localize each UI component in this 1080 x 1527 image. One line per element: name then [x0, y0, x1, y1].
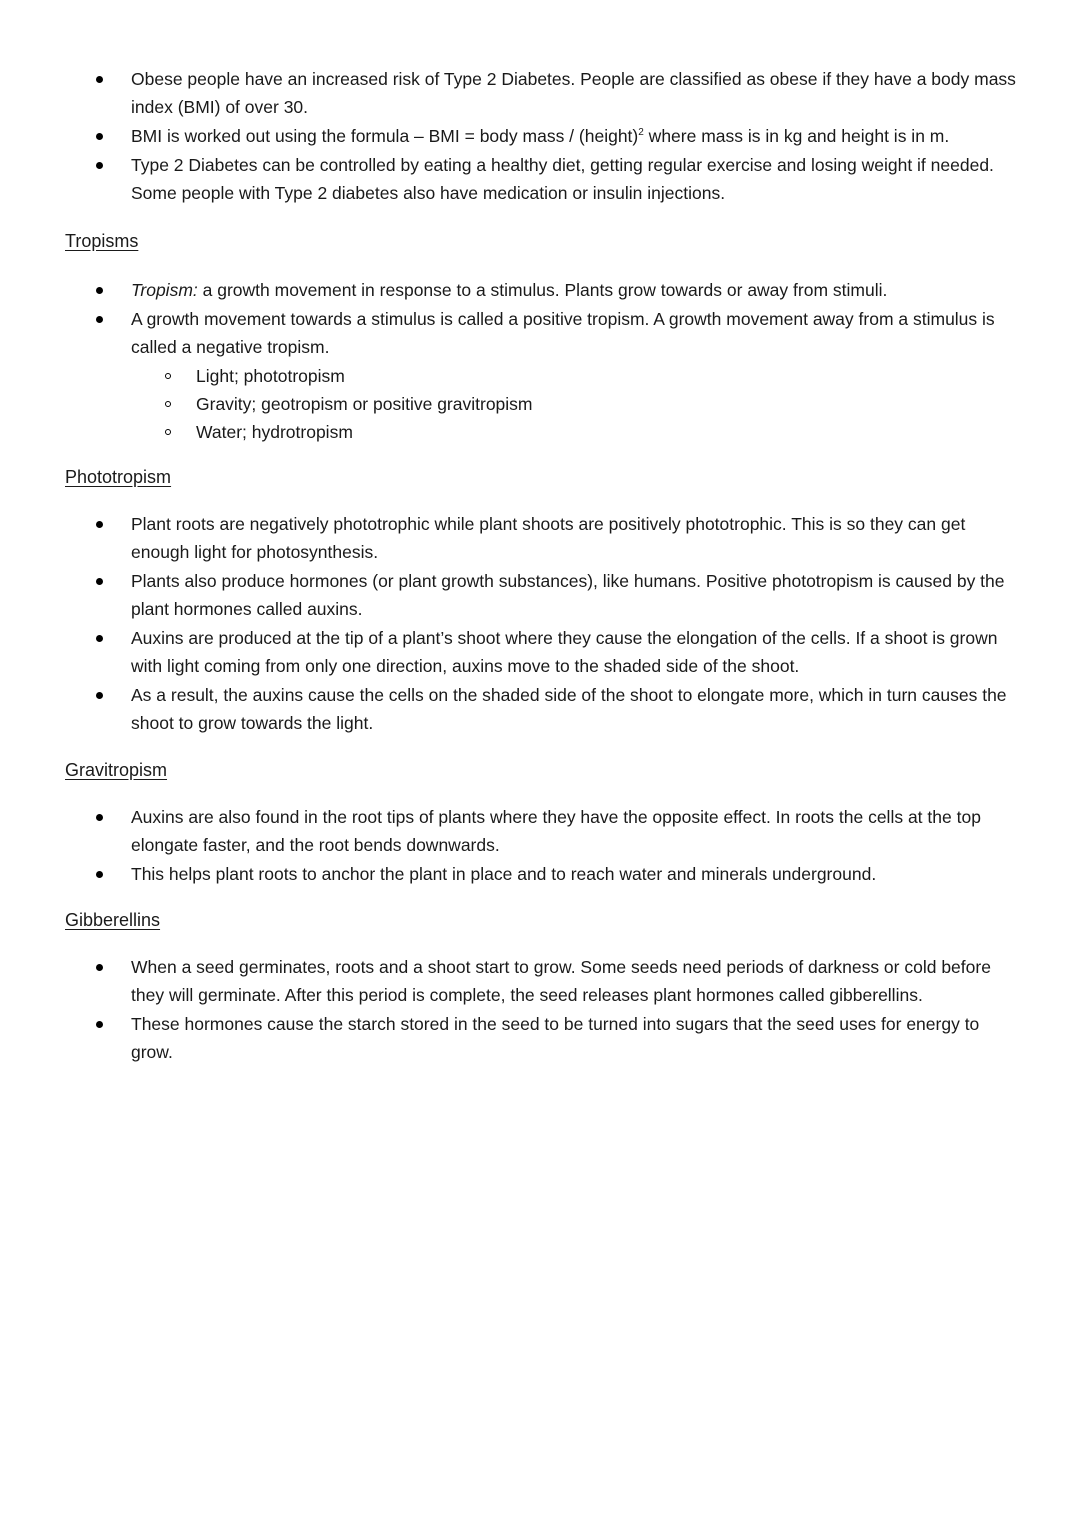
- example-text: Light; phototropism: [196, 366, 345, 386]
- gibberellins-heading: Gibberellins: [65, 910, 161, 930]
- list-item: [0, 681, 1080, 737]
- bullet-text: Type 2 Diabetes can be controlled by eating a healthy diet, getting regular exercise and losing weight if needed. Some people with Type 2 diabetes also have medication or insulin injections.: [131, 155, 994, 203]
- example-text: Gravity; geotropism or positive gravitropism: [196, 394, 533, 414]
- gravitropism-section: [0, 803, 1080, 889]
- bullet-text: Auxins are produced at the tip of a plant’s shoot where they cause the elongation of the cells. If a shoot is grown with light coming from only one direction, auxins move to the shaded side of the shoot.: [131, 628, 998, 676]
- bullet-icon: [96, 162, 103, 169]
- circle-bullet-icon: [165, 401, 171, 407]
- list-item: [0, 151, 1080, 207]
- bmi-formula-text: [131, 126, 949, 146]
- list-item: [0, 953, 1080, 1009]
- phototropism-heading: Phototropism: [65, 467, 172, 487]
- gibberellins-section: [0, 953, 1080, 1067]
- list-item: [0, 803, 1080, 859]
- bullet-icon: [96, 814, 103, 821]
- definition-term: Tropism:: [131, 280, 198, 300]
- tropisms-bullet-list: [0, 276, 1080, 361]
- diabetes-section: [0, 65, 1080, 208]
- example-text: Water; hydrotropism: [196, 422, 353, 442]
- list-item: [0, 1010, 1080, 1066]
- tropism-examples-list: [0, 362, 1080, 446]
- list-item: [0, 624, 1080, 680]
- bullet-text: Auxins are also found in the root tips of plants where they have the opposite effect. In roots the cells at the top elongate faster, and the root bends downwards.: [131, 807, 981, 855]
- bullet-text: Obese people have an increased risk of Type 2 Diabetes. People are classified as obese if they have a body mass index (BMI) of over 30.: [131, 69, 1016, 117]
- bullet-icon: [96, 316, 103, 323]
- bullet-text: These hormones cause the starch stored in the seed to be turned into sugars that the seed uses for energy to grow.: [131, 1014, 980, 1062]
- gravitropism-heading: Gravitropism: [65, 760, 168, 780]
- gravitropism-bullet-list: [0, 803, 1080, 888]
- list-item: [0, 305, 1080, 361]
- bmi-text-after: where mass is in kg and height is in m.: [643, 126, 950, 146]
- circle-bullet-icon: [165, 373, 171, 379]
- bmi-text-before: BMI is worked out using the formula – BMI = body mass / (height): [131, 126, 639, 146]
- definition-text: a growth movement in response to a stimulus. Plants grow towards or away from stimuli.: [197, 280, 888, 300]
- bullet-text: Plants also produce hormones (or plant growth substances), like humans. Positive phototropism is caused by the plant hormones called auxins.: [131, 571, 1005, 619]
- tropisms-section: [0, 276, 1080, 446]
- sub-list-item: [0, 418, 1080, 446]
- phototropism-section: [0, 510, 1080, 738]
- bullet-icon: [96, 871, 103, 878]
- bullet-text: When a seed germinates, roots and a shoot start to grow. Some seeds need periods of darkness or cold before they will germinate. After this period is complete, the seed releases plant hormones called gibberellins.: [131, 957, 991, 1005]
- list-item: [0, 510, 1080, 566]
- list-item: [0, 65, 1080, 121]
- bullet-icon: [96, 133, 103, 140]
- tropisms-heading: Tropisms: [65, 231, 139, 251]
- bullet-icon: [96, 287, 103, 294]
- list-item: [0, 122, 1080, 150]
- bullet-text: A growth movement towards a stimulus is called a positive tropism. A growth movement away from a stimulus is called a negative tropism.: [131, 309, 995, 357]
- bullet-icon: [96, 76, 103, 83]
- list-item: [0, 276, 1080, 304]
- bullet-text: Plant roots are negatively phototrophic while plant shoots are positively phototrophic. This is so they can get enough light for photosynthesis.: [131, 514, 966, 562]
- circle-bullet-icon: [165, 429, 171, 435]
- phototropism-bullet-list: [0, 510, 1080, 737]
- gibberellins-bullet-list: [0, 953, 1080, 1066]
- bullet-icon: [96, 964, 103, 971]
- sub-list-item: [0, 390, 1080, 418]
- bullet-icon: [96, 578, 103, 585]
- diabetes-bullet-list: [0, 65, 1080, 207]
- bullet-text: This helps plant roots to anchor the plant in place and to reach water and minerals underground.: [131, 864, 877, 884]
- bullet-icon: [96, 635, 103, 642]
- bullet-icon: [96, 1021, 103, 1028]
- bmi-superscript: 2: [638, 127, 644, 138]
- list-item: [0, 567, 1080, 623]
- bullet-text: As a result, the auxins cause the cells on the shaded side of the shoot to elongate more, which in turn causes the shoot to grow towards the light.: [131, 685, 1007, 733]
- bullet-icon: [96, 692, 103, 699]
- list-item: [0, 860, 1080, 888]
- sub-list-item: [0, 362, 1080, 390]
- bullet-icon: [96, 521, 103, 528]
